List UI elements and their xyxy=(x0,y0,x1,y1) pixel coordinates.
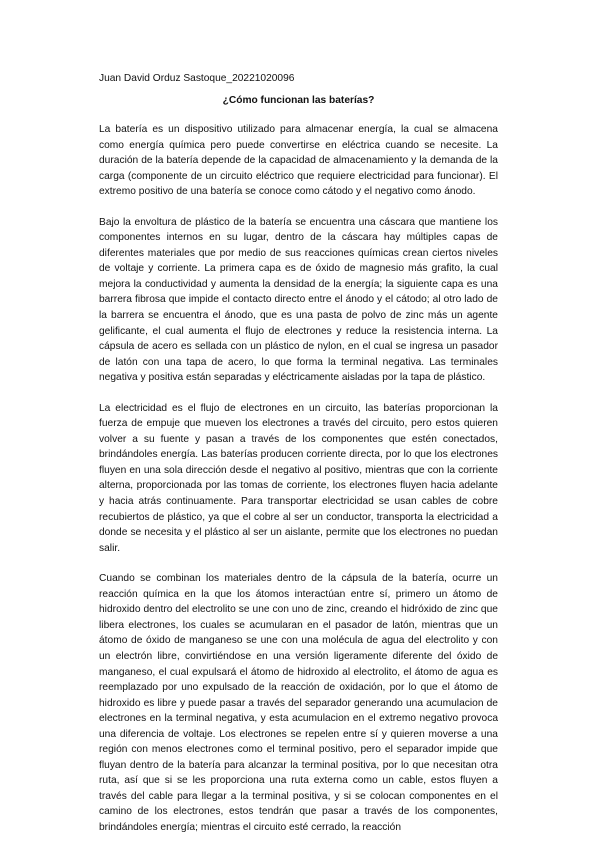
paragraph-intro: La batería es un dispositivo utilizado para almacenar energía, la cual se almacena como energía química pero puede convertirse en eléctrica cuando se necesite. La duración de la batería depende de la capacidad de almacenamiento y la demanda de la carga (componente de un circuito eléctrico que requiere electricidad para funcionar). El extremo positivo de una batería se conoce como cátodo y el negativo como ánodo. xyxy=(99,124,498,198)
paragraph-structure: Bajo la envoltura de plástico de la batería se encuentra una cáscara que mantiene los componentes internos en su lugar, dentro de la cáscara hay múltiples capas de diferentes materiales que por medio de sus reacciones químicas crean ciertos niveles de voltaje y corriente. La primera capa es de óxido de magnesio más grafito, la cual mejora la conductividad y aumenta la densidad de la energía; la siguiente capa es una barrera fibrosa que impide el contacto directo entre el ánodo y el cátodo; al otro lado de la barrera se encuentra el ánodo, que es una pasta de polvo de zinc más un agente gelificante, el cual aumenta el flujo de electrones y reduce la resistencia interna. La cápsula de acero es sellada con un plástico de nylon, en el cual se ingresa un pasador de latón con una tapa de acero, lo que forma la terminal negativa. Las terminales negativa y positiva están separadas y eléctricamente aisladas por la tapa de plástico. xyxy=(99,216,498,384)
document-body xyxy=(99,71,498,851)
author-line: Juan David Orduz Sastoque_20221020096 xyxy=(99,73,295,84)
paragraph-reaction: Cuando se combinan los materiales dentro de la cápsula de la batería, ocurre un reacción química en la que los átomos interactúan entre sí, primero un átomo de hidroxido dentro del electrolito se une con uno de zinc, creando el hidróxido de zinc que libera electrones, los cuales se acumularan en el pasador de latón, mientras que un átomo de óxido de manganeso se une con una molécula de agua del electrolito y con un electrón libre, convirtiéndose en una versión ligeramente diferente del óxido de manganeso, el cual expulsará el átomo de hidroxido al electrolito, el átomo de agua es reemplazado por uno expulsado de la reacción de oxidación, por lo que el átomo de hidroxido es libre y puede pasar a través del separador generando una acumulacion de electrones en la terminal negativa, y esta acumulacion en el extremo negativo provoca una diferencia de voltaje. Los electrones se repelen entre sí y quieren moverse a una región con menos electrones como el terminal positivo, pero el separador impide que fluyan dentro de la batería para alcanzar la terminal positiva, por lo que necesitan otra ruta, así que si se les proporciona una ruta externa como un cable, estos fluyen a través del cable para llegar a la terminal positiva, y si se colocan componentes en el camino de los electrones, estos tendrán que pasar a través de los componentes, brindándoles energía; mientras el circuito esté cerrado, la reacción xyxy=(99,573,498,833)
document-title: ¿Cómo funcionan las baterías? xyxy=(222,94,375,106)
paragraph-electricity: La electricidad es el flujo de electrones en un circuito, las baterías proporcionan la fuerza de empuje que mueven los electrones a través del circuito, pero estos quieren volver a su fuente y pasan a través de los componentes que estén conectados, brindándoles energía. Las baterías producen corriente directa, por lo que los electrones fluyen en una sola dirección desde el negativo al positivo, mientras que con la corriente alterna, proporcionada por las tomas de corriente, los electrones fluyen hacia adelante y hacia atrás continuamente. Para transportar electricidad se usan cables de cobre recubiertos de plástico, ya que el cobre al ser un conductor, transporta la electricidad a donde se necesita y el plástico al ser un aislante, permite que los electrones no puedan salir. xyxy=(99,402,498,554)
